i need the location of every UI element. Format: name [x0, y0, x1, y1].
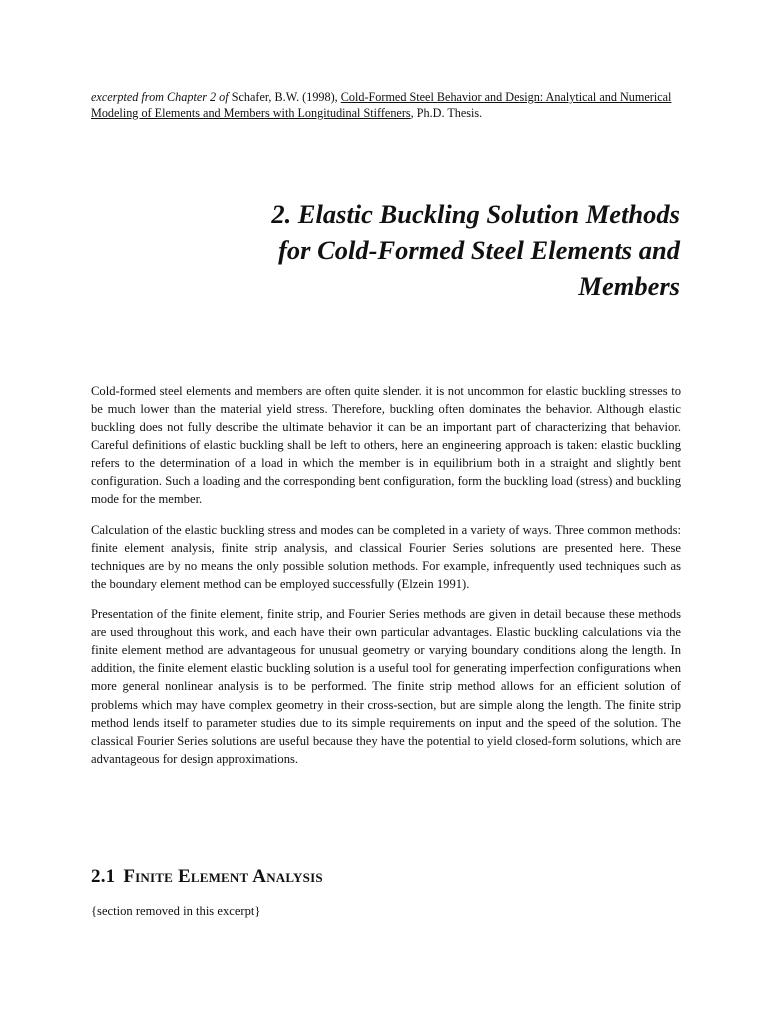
excerpt-citation: [91, 90, 681, 121]
excerpt-suffix: , Ph.D. Thesis.: [410, 105, 483, 120]
excerpt-author-year: Schafer, B.W. (1998),: [231, 90, 341, 104]
excerpt-thesis-title: Cold-Formed Steel Behavior and Design: Analytical and Numerical Modeling of Elements and Members with Longitudinal Stiffeners: [91, 90, 672, 120]
chapter-title-line-1: 2. Elastic Buckling Solution Methods: [271, 199, 680, 229]
chapter-title-line-2: for Cold-Formed Steel Elements and: [278, 235, 680, 265]
chapter-title: [150, 196, 680, 304]
section-heading: [91, 864, 323, 890]
section-number: 2.1: [91, 866, 116, 887]
paragraph-3: Presentation of the finite element, finite strip, and Fourier Series methods are given in detail because these methods are used throughout this work, and each have their own particular advantages. Elastic buckling calculations via the finite element method are advantageous for unusual geometry or varying boundary conditions along the length. In addition, the finite element elastic buckling solution is a useful tool for generating imperfection configurations when more general nonlinear analysis is to be performed. The finite strip method allows for an efficient solution of problems which may have complex geometry in their cross-section, but are simple along the length. The finite strip method lends itself to parameter studies due to its simple requirements on input and the speed of the solution. The classical Fourier Series solutions are useful because they have the potential to yield closed-form solutions, which are advantageous for design approximations.: [91, 607, 681, 766]
paragraph-2: Calculation of the elastic buckling stress and modes can be completed in a variety of ways. Three common methods: finite element analysis, finite strip analysis, and classical Fourier Series solutions are presented here. These techniques are by no means the only possible solution methods. For example, infrequently used techniques such as the boundary element method can be employed successfully (Elzein 1991).: [91, 522, 681, 591]
section-title: Finite Element Analysis: [123, 866, 323, 887]
section-removed-note: {section removed in this excerpt}: [91, 904, 261, 918]
excerpt-prefix: excerpted from Chapter 2 of: [91, 90, 232, 104]
body-text: [91, 382, 681, 780]
chapter-title-line-3: Members: [578, 271, 680, 301]
paragraph-1: Cold-formed steel elements and members are often quite slender. it is not uncommon for elastic buckling stresses to be much lower than the material yield stress. Therefore, buckling often dominates the behavior. Although elastic buckling does not fully describe the ultimate behavior it can be an important part of characterizing that behavior. Careful definitions of elastic buckling shall be left to others, here an engineering approach is taken: elastic buckling refers to the determination of a load in which the member is in equilibrium both in a straight and slightly bent configuration. Such a loading and the corresponding bent configuration, form the buckling load (stress) and buckling mode for the member.: [91, 384, 681, 507]
